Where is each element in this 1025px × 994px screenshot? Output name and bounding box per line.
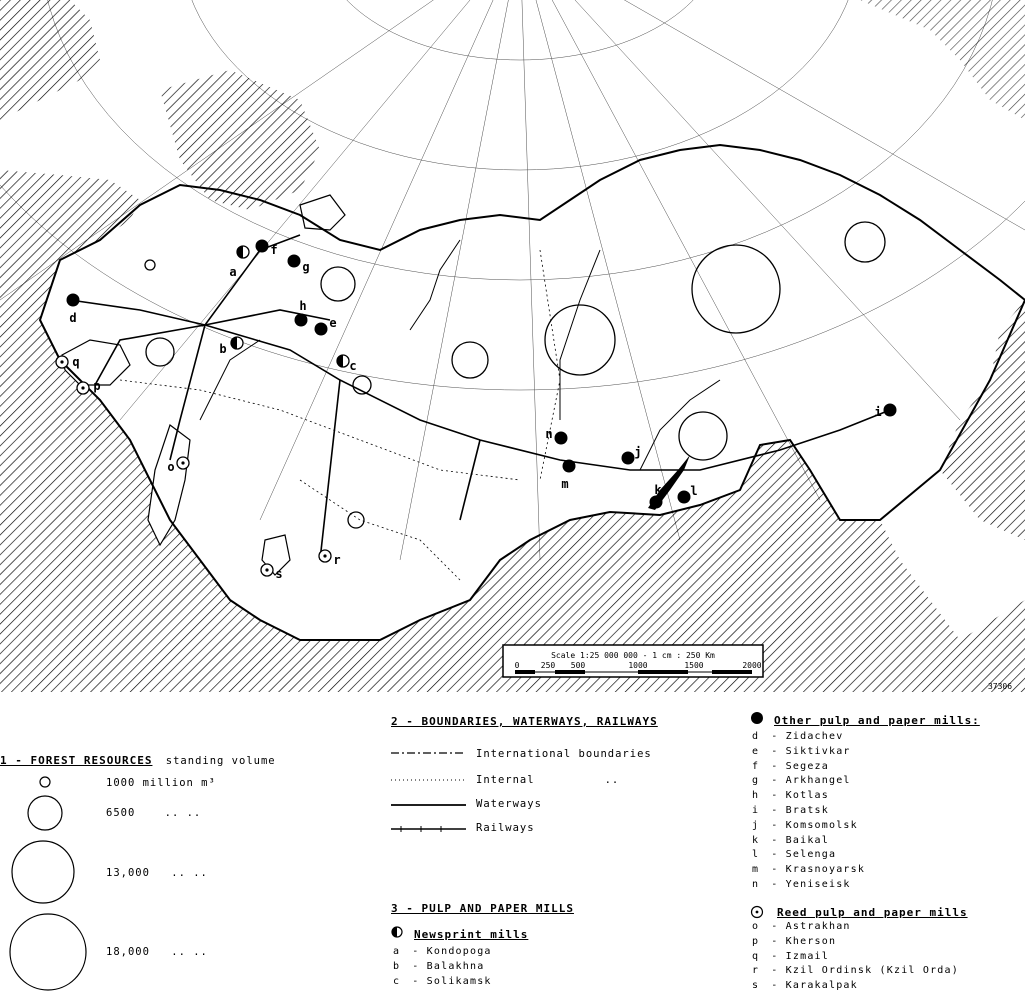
mill-name: Kzil Ordinsk (Kzil Orda) <box>785 965 959 977</box>
scale-tick-label: 500 <box>570 661 586 670</box>
reed-mill-item: p - Kherson <box>752 935 959 950</box>
other-mill-item: h - Kotlas <box>752 789 865 804</box>
forest-item-13000: 13,000 .. .. <box>106 867 208 879</box>
other-mill-item: e - Siktivkar <box>752 745 865 760</box>
forest-resources-subtitle: standing volume <box>165 755 276 767</box>
mill-label-p: p <box>93 379 101 393</box>
mill-label-b: b <box>219 342 227 356</box>
mill-code: g <box>752 775 760 787</box>
mill-code: p <box>752 935 760 947</box>
mill-code: f <box>752 760 760 772</box>
scale-tick-label: 0 <box>514 661 520 670</box>
intl-boundaries-label: International boundaries <box>476 748 652 760</box>
newsprint-mill-item: b - Balakhna <box>393 960 492 975</box>
mill-label-o: o <box>167 460 175 474</box>
mill-label-h: h <box>299 299 307 313</box>
mill-name: Yeniseisk <box>785 878 851 890</box>
mill-code: c <box>393 975 401 987</box>
scale-bar <box>503 645 763 677</box>
mill-label-g: g <box>302 260 310 274</box>
newsprint-mill-item: c - Solikamsk <box>393 975 492 990</box>
reed-mill-item: s - Karakalpak <box>752 979 959 994</box>
mill-name: Komsomolsk <box>785 819 858 831</box>
mill-name: Kotlas <box>785 790 829 802</box>
mill-code: b <box>393 960 401 972</box>
scale-tick-label: 1000 <box>628 661 648 670</box>
other-mill-item: m - Krasnoyarsk <box>752 863 865 878</box>
pulp-mills-title: 3 - PULP AND PAPER MILLS <box>391 902 574 915</box>
reed-mill-item: o - Astrakhan <box>752 920 959 935</box>
mill-label-s: s <box>275 567 283 581</box>
mill-name: Kherson <box>785 935 837 947</box>
other-mill-item: k - Baikal <box>752 834 865 849</box>
mill-code: l <box>752 849 760 861</box>
other-mill-item: j - Komsomolsk <box>752 819 865 834</box>
reed-mill-item: q - Izmail <box>752 950 959 965</box>
mill-label-e: e <box>329 316 337 330</box>
mill-label-d: d <box>69 311 77 325</box>
railways-label: Railways <box>476 822 535 834</box>
mill-code: e <box>752 745 760 757</box>
scale-tick-label: 1500 <box>684 661 704 670</box>
mill-name: Izmail <box>785 950 829 962</box>
mill-code: n <box>752 878 760 890</box>
mill-code: s <box>752 980 760 992</box>
legend-circle-13000 <box>12 841 74 903</box>
mill-name: Siktivkar <box>785 745 851 757</box>
internal-boundaries-label: Internal .. <box>476 774 620 786</box>
mill-code: m <box>752 864 760 876</box>
newsprint-mill-symbol <box>391 926 405 940</box>
mill-label-f: f <box>270 243 278 257</box>
forest-item-6500: 6500 .. .. <box>106 807 202 819</box>
mill-label-m: m <box>561 477 569 491</box>
newsprint-mill-item: a - Kondopoga <box>393 945 492 960</box>
mill-name: Segeza <box>785 760 829 772</box>
mill-name: Arkhangel <box>785 775 851 787</box>
mill-code: k <box>752 834 760 846</box>
mill-name: Bratsk <box>785 804 829 816</box>
other-mill-item: n - Yeniseisk <box>752 878 865 893</box>
forest-item-1000: 1000 million m³ <box>106 777 216 789</box>
mill-code: h <box>752 790 760 802</box>
mill-name: Krasnoyarsk <box>785 864 866 876</box>
other-mill-symbol <box>750 711 764 725</box>
mill-code: q <box>752 950 760 962</box>
forest-item-18000: 18,000 .. .. <box>106 946 208 958</box>
boundary-legend-lines <box>391 745 471 835</box>
mill-label-c: c <box>349 359 357 373</box>
other-mill-item: g - Arkhangel <box>752 774 865 789</box>
mill-label-q: q <box>72 355 80 369</box>
reed-mills-list <box>752 920 959 994</box>
mill-label-k: k <box>654 483 662 497</box>
mill-code: i <box>752 804 760 816</box>
mill-label-i: i <box>874 405 882 419</box>
mill-label-j: j <box>634 445 642 459</box>
mill-name: Zidachev <box>785 731 844 742</box>
mill-name: Karakalpak <box>785 980 858 992</box>
scale-label: Scale 1:25 000 000 - 1 cm : 250 Km <box>551 651 715 660</box>
mill-name: Solikamsk <box>426 975 492 987</box>
waterways-label: Waterways <box>476 798 542 810</box>
mill-code: a <box>393 946 401 957</box>
other-mill-item: l - Selenga <box>752 848 865 863</box>
map-code: 37306 <box>987 682 1013 691</box>
newsprint-mills-list <box>393 945 492 989</box>
other-mill-item: i - Bratsk <box>752 804 865 819</box>
scale-tick-label: 2000 <box>742 661 762 670</box>
other-mills-title: Other pulp and paper mills: <box>774 714 980 727</box>
legend-circle-18000 <box>10 914 86 990</box>
legend-circle-6500 <box>28 796 62 830</box>
mill-code: d <box>752 731 760 742</box>
other-mills-list <box>752 730 865 893</box>
mill-name: Kondopoga <box>426 946 492 957</box>
mill-code: j <box>752 819 760 831</box>
mill-code: o <box>752 921 760 932</box>
reed-mill-item: r - Kzil Ordinsk (Kzil Orda) <box>752 964 959 979</box>
newsprint-mills-title: Newsprint mills <box>414 928 529 941</box>
scale-tick-label: 250 <box>540 661 556 670</box>
mill-name: Selenga <box>785 849 837 861</box>
legend-circle-1000 <box>40 777 50 787</box>
mill-name: Astrakhan <box>785 921 851 932</box>
mill-name: Baikal <box>785 834 829 846</box>
mill-code: r <box>752 965 760 977</box>
mill-label-r: r <box>333 553 341 567</box>
forest-resources-header <box>0 754 276 767</box>
reed-mill-symbol <box>750 905 764 919</box>
forest-legend-circles <box>0 770 100 994</box>
mill-label-l: l <box>690 484 698 498</box>
mill-label-n: n <box>545 427 553 441</box>
other-mill-item: d - Zidachev <box>752 730 865 745</box>
reed-mills-title: Reed pulp and paper mills <box>777 906 968 919</box>
forest-resources-title: 1 - FOREST RESOURCES <box>0 754 153 767</box>
mill-name: Balakhna <box>426 960 485 972</box>
boundaries-title: 2 - BOUNDARIES, WATERWAYS, RAILWAYS <box>391 715 658 728</box>
other-mill-item: f - Segeza <box>752 760 865 775</box>
mill-label-a: a <box>229 265 237 279</box>
